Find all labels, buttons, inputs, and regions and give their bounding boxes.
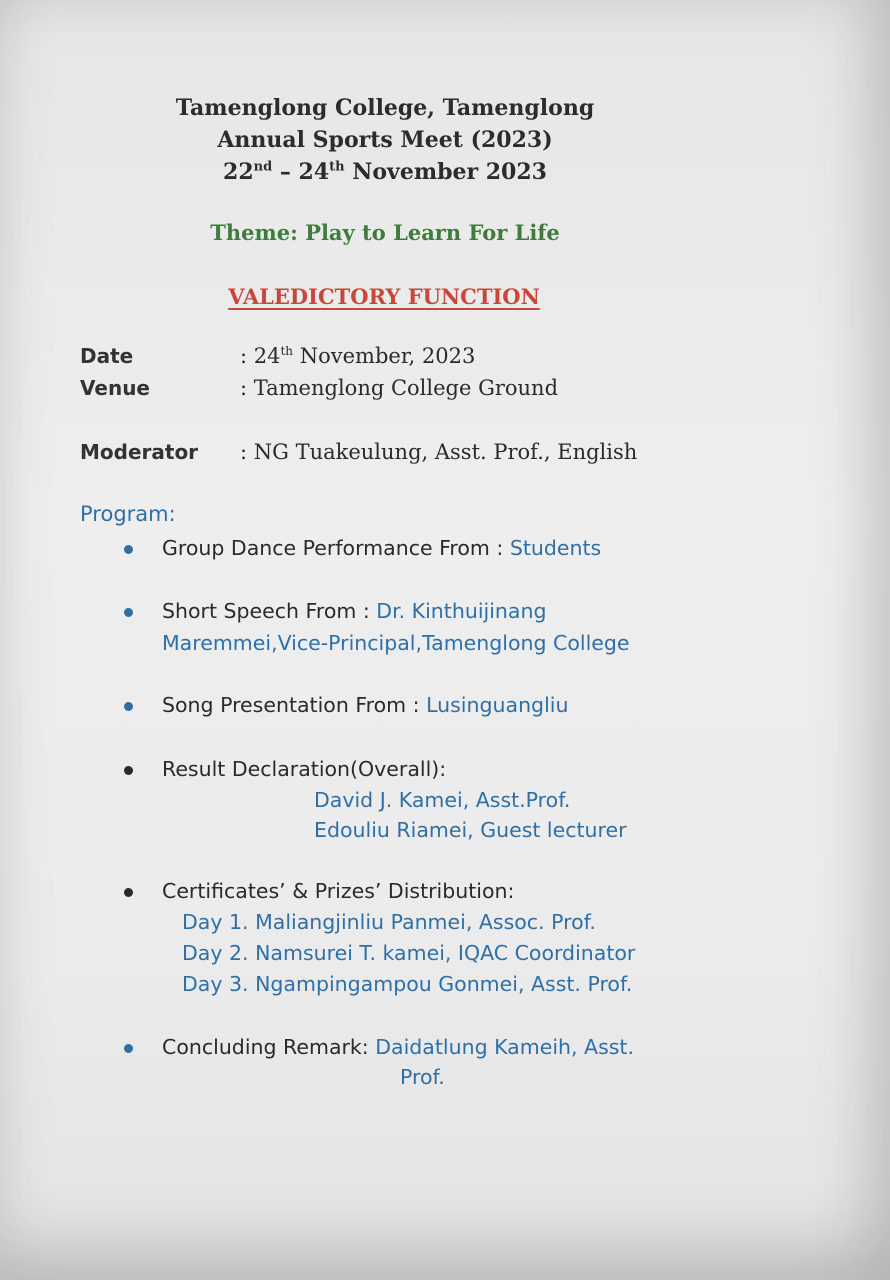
result-declarer: Edouliu Riamei, Guest lecturer — [314, 818, 627, 842]
program-heading: Program: — [80, 502, 176, 526]
date-rest: November, 2023 — [293, 344, 476, 368]
item-label: Group Dance Performance From : — [162, 536, 510, 560]
program-item-song — [162, 693, 568, 717]
program-item-concluding — [162, 1035, 634, 1059]
distribution-day: Day 1. Maliangjinliu Panmei, Assoc. Prof. — [182, 910, 596, 934]
program-item-certificates: Certificates’ & Prizes’ Distribution: — [162, 879, 515, 903]
item-label: Song Presentation From : — [162, 693, 427, 717]
function-title: VALEDICTORY FUNCTION — [228, 284, 540, 309]
distribution-day: Day 3. Ngampingampou Gonmei, Asst. Prof. — [182, 972, 633, 996]
bullet-icon — [124, 888, 133, 897]
venue-label: Venue — [80, 376, 150, 400]
date-label: Date — [80, 344, 134, 368]
item-label: Short Speech From : — [162, 599, 377, 623]
program-item-speech — [162, 599, 546, 623]
item-value: Lusinguangliu — [426, 693, 569, 717]
start-day: 22 — [223, 159, 254, 185]
date-value — [240, 344, 475, 368]
item-value-continued: Prof. — [400, 1065, 445, 1089]
program-item-results: Result Declaration(Overall): — [162, 757, 447, 781]
venue-value: : Tamenglong College Ground — [240, 376, 559, 400]
bullet-icon — [124, 702, 133, 711]
bullet-icon — [124, 1044, 133, 1053]
program-item-dance — [162, 536, 601, 560]
start-day-suffix: nd — [253, 159, 273, 175]
end-day-suffix: th — [329, 159, 345, 175]
item-value: Daidatlung Kameih, Asst. — [375, 1035, 634, 1059]
date-suffix: th — [280, 344, 294, 358]
distribution-day: Day 2. Namsurei T. kamei, IQAC Coordinator — [182, 941, 636, 965]
moderator-value: : NG Tuakeulung, Asst. Prof., English — [240, 440, 638, 464]
college-name: Tamenglong College, Tamenglong — [175, 95, 595, 121]
theme-line: Theme: Play to Learn For Life — [210, 220, 560, 245]
bullet-icon — [124, 545, 133, 554]
item-label: Concluding Remark: — [162, 1035, 376, 1059]
item-value: Students — [509, 536, 602, 560]
result-declarer: David J. Kamei, Asst.Prof. — [314, 788, 571, 812]
date-separator: – — [272, 159, 299, 185]
date-prefix: : 24 — [240, 344, 281, 368]
item-value-continued: Maremmei,Vice-Principal,Tamenglong College — [162, 631, 630, 655]
event-dates — [0, 156, 770, 188]
month-year: November 2023 — [344, 159, 547, 185]
moderator-label: Moderator — [80, 440, 199, 464]
bullet-icon — [124, 608, 133, 617]
item-value: Dr. Kinthuijinang — [376, 599, 547, 623]
end-day: 24 — [298, 159, 330, 185]
event-name: Annual Sports Meet (2023) — [217, 127, 553, 153]
bullet-icon — [124, 766, 133, 775]
